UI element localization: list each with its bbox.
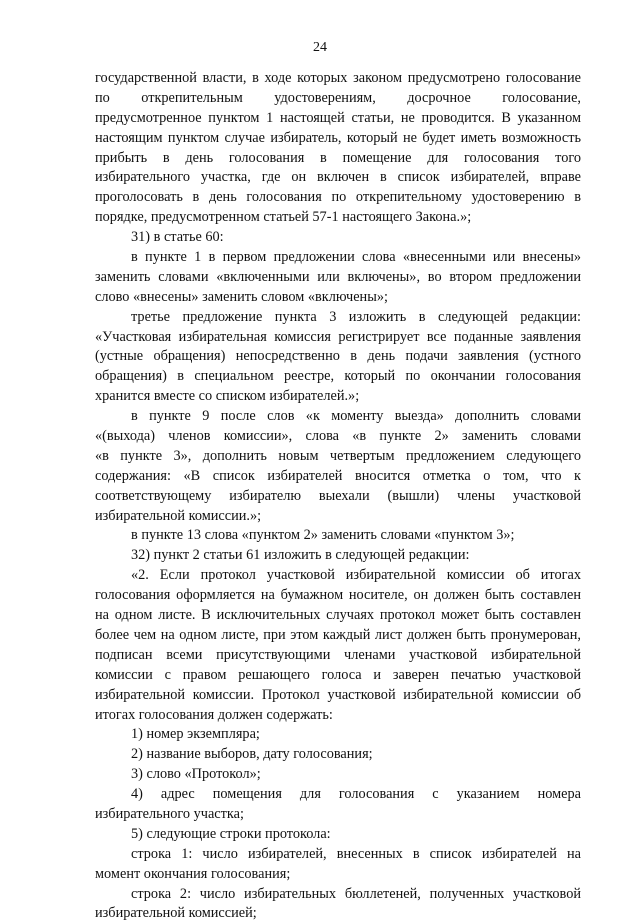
text-line: заменить словами «включенными или включены», во втором предложении [95, 268, 581, 285]
text-line: 32) пункт 2 статьи 61 изложить в следующей редакции: [131, 547, 470, 564]
text-line: 4) адрес помещения для голосования с указанием номера [131, 786, 581, 803]
text-line: проголосовать в день голосования по открепительному удостоверению в [95, 189, 581, 206]
text-line: комиссии с правом решающего голоса и заверен печатью участковой [95, 666, 581, 683]
text-line: 3) слово «Протокол»; [131, 766, 261, 783]
text-line: (устные обращения) непосредственно в день подачи заявления (устного [95, 348, 581, 365]
text-line: в пункте 13 слова «пунктом 2» заменить словами «пунктом 3»; [131, 527, 515, 544]
text-line: 2) название выборов, дату голосования; [131, 746, 373, 763]
text-line: соответствующему избирателю выехали (вышли) члены участковой [95, 487, 581, 504]
text-line: голосования оформляется на бумажном носителе, он должен быть составлен [95, 587, 581, 604]
text-line: «(выхода) членов комиссии», слова «в пункте 2» заменить словами [95, 428, 581, 445]
text-line: хранится вместе со списком избирателей.»; [95, 388, 360, 405]
text-line: прибыть в день голосования в помещение для голосования того [95, 149, 581, 166]
text-line: избирательной комиссии.»; [95, 507, 262, 524]
text-line: «2. Если протокол участковой избирательной комиссии об итогах [131, 567, 581, 584]
text-line: «Участковая избирательная комиссия регистрирует все поданные заявления [95, 328, 581, 345]
document-body [95, 69, 581, 924]
text-line: на одном листе. В исключительных случаях протокол может быть составлен [95, 607, 581, 624]
text-line: избирательной комиссии. Протокол участковой избирательной комиссии об [95, 686, 581, 703]
text-line: более чем на одном листе, при этом каждый лист должен быть пронумерован, [95, 626, 581, 643]
text-line: содержания: «В список избирателей вносится отметка о том, что к [95, 467, 581, 484]
text-line: избирательного участка, где он включен в список избирателей, вправе [95, 169, 581, 186]
text-line: строка 1: число избирателей, внесенных в список избирателей на [131, 845, 581, 862]
text-line: обращения) в специальном реестре, который по окончании голосования [95, 368, 581, 385]
text-line: по открепительным удостоверениям, досрочное голосование, [95, 89, 581, 106]
text-line: итогах голосования должен содержать: [95, 706, 333, 723]
page-number: 24 [313, 40, 327, 55]
text-line: предусмотренное пунктом 1 настоящей статьи, не проводится. В указанном [95, 109, 581, 126]
text-line: порядке, предусмотренном статьей 57-1 настоящего Закона.»; [95, 209, 472, 226]
text-line: третье предложение пункта 3 изложить в следующей редакции: [131, 308, 581, 325]
text-line: 31) в статье 60: [131, 229, 224, 246]
text-line: момент окончания голосования; [95, 865, 291, 882]
text-line: подписан всеми присутствующими членами участковой избирательной [95, 646, 581, 663]
text-line: настоящим пунктом случае избиратель, который не будет иметь возможность [95, 129, 581, 146]
text-line: 5) следующие строки протокола: [131, 825, 331, 842]
text-line: строка 2: число избирательных бюллетеней, полученных участковой [131, 885, 581, 902]
text-line: 1) номер экземпляра; [131, 726, 260, 743]
text-line: в пункте 9 после слов «к моменту выезда» дополнить словами [131, 408, 581, 425]
text-line: слово «внесены» заменить словом «включены»; [95, 288, 388, 305]
text-line: государственной власти, в ходе которых законом предусмотрено голосование [95, 70, 581, 86]
text-line: «в пункте 3», дополнить новым четвертым предложением следующего [95, 447, 581, 464]
text-line: избирательного участка; [95, 805, 244, 822]
text-line: в пункте 1 в первом предложении слова «внесенными или внесены» [131, 249, 581, 266]
text-line: избирательной комиссией; [95, 905, 257, 922]
